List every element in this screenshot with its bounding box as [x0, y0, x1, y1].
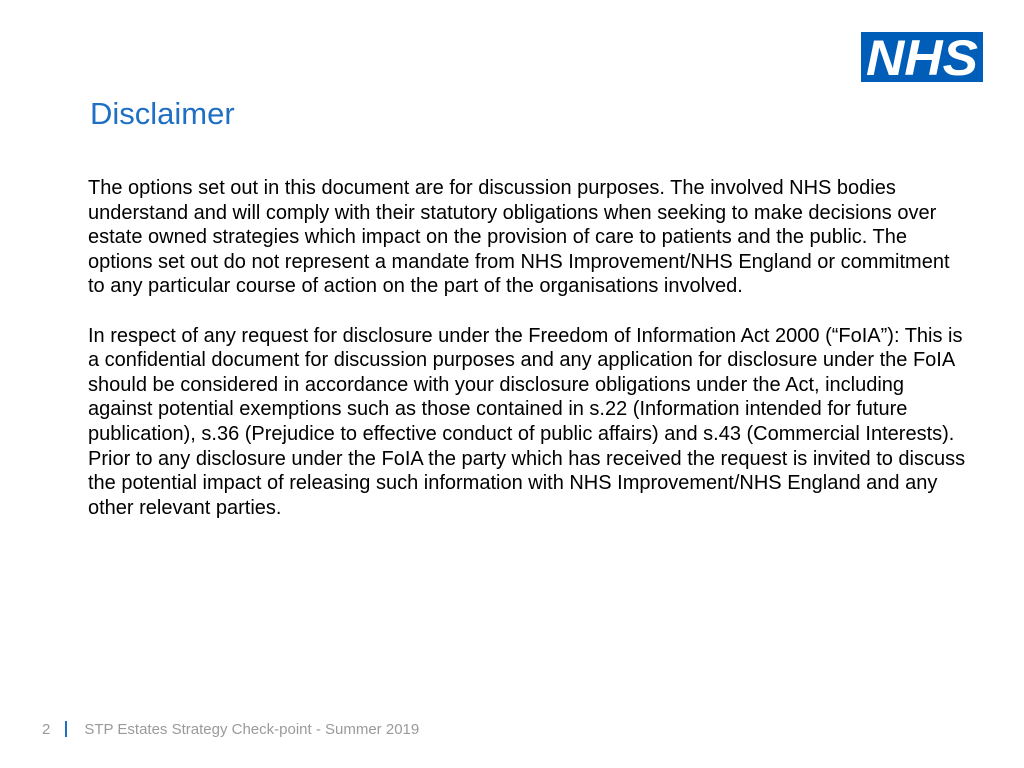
footer-document-title: STP Estates Strategy Check-point - Summer 2019: [84, 721, 420, 738]
disclaimer-body: [88, 176, 968, 520]
nhs-logo: [861, 32, 983, 82]
footer-divider: [65, 721, 67, 737]
page-title: Disclaimer: [90, 96, 235, 131]
nhs-logo-text: NHS: [866, 32, 978, 82]
footer: [42, 721, 419, 738]
page-number: 2: [42, 721, 51, 738]
disclaimer-paragraph-foia: In respect of any request for disclosure under the Freedom of Information Act 2000 (“FoIA”): This is a confidential document for discussion purposes and any application for disclosure under the FoIA should be considered in accordance with your disclosure obligations under the Act, including against potential exemptions such as those contained in s.22 (Information intended for future publication), s.36 (Prejudice to effective conduct of public affairs) and s.43 (Commercial Interests). Prior to any disclosure under the FoIA the party which has received the request is invited to discuss the potential impact of releasing such information with NHS Improvement/NHS England and any other relevant parties.: [88, 324, 966, 519]
disclaimer-paragraph-discussion: The options set out in this document are for discussion purposes. The involved NHS bodies understand and will comply with their statutory obligations when seeking to make decisions over estate owned strategies which impact on the provision of care to patients and the public. The options set out do not represent a mandate from NHS Improvement/NHS England or commitment to any particular course of action on the part of the organisations involved.: [88, 177, 950, 298]
